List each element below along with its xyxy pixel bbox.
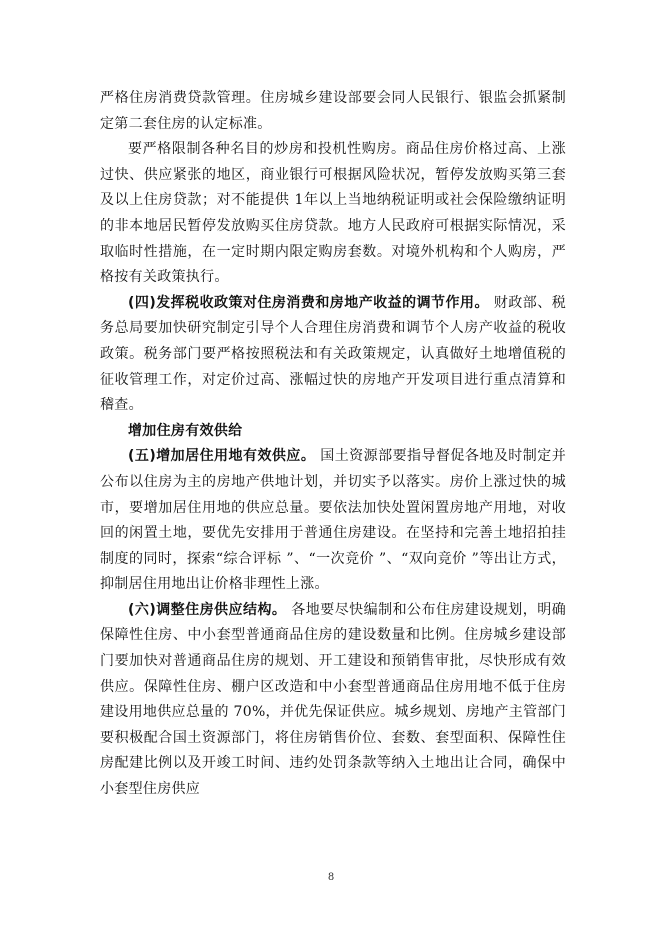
paragraph-text: 各地要尽快编制和公布住房建设规划，明确保障性住房、中小套型普通商品住房的建设数量和比例。住房城乡建设部门要加快对普通商品住房的规划、开工建设和预销售审批，尽快形成有效供应。保障性住房、棚户区改造和中小套型普通商品住房用地不低于住房建设用地供应总量的 70%，并优先保证供应。城乡规划、房地产主管部门要积极配合国土资源部门，将住房销售价位、套数、套型面积、保障性住房配建比例以及开竣工时间、违约处罚条款等纳入土地出让合同，确保中小套型住房供应 (100, 601, 566, 798)
paragraph-section-title (100, 419, 566, 445)
section-heading: (五)增加居住用地有效供应。 (128, 448, 316, 465)
paragraph-purchase-restriction (100, 137, 566, 291)
page-number: 8 (327, 872, 335, 883)
document-body (100, 86, 566, 803)
section-heading: (四)发挥税收政策对住房消费和房地产收益的调节作用。 (128, 294, 489, 311)
section-heading: (六)调整住房供应结构。 (128, 601, 287, 618)
section-title: 增加住房有效供给 (128, 422, 243, 439)
paragraph-land-supply (100, 444, 566, 598)
paragraph-supply-structure (100, 598, 566, 803)
paragraph-text: 财政部、税务总局要加快研究制定引导个人合理住房消费和调节个人房产收益的税收政策。税务部门要严格按照税法和有关政策规定，认真做好土地增值税的征收管理工作，对定价过高、涨幅过快的房地产开发项目进行重点清算和稽查。 (100, 294, 567, 414)
paragraph-continuation (100, 86, 566, 137)
paragraph-text: 要严格限制各种名目的炒房和投机性购房。商品住房价格过高、上涨过快、供应紧张的地区，商业银行可根据风险状况，暂停发放购买第三套及以上住房贷款；对不能提供 1年以上当地纳税证明或社会保险缴纳证明的非本地居民暂停发放购买住房贷款。地方人民政府可根据实际情况，采取临时性措施，在一定时期内限定购房套数。对境外机构和个人购房，严格按有关政策执行。 (100, 141, 566, 286)
paragraph-tax-policy (100, 291, 566, 419)
paragraph-text: 国土资源部要指导督促各地及时制定并公布以住房为主的房地产供地计划，并切实予以落实。房价上涨过快的城市，要增加居住用地的供应总量。要依法加快处置闲置房地产用地，对收回的闲置土地，要优先安排用于普通住房建设。在坚持和完善土地招拍挂制度的同时，探索“综合评标 ”、“一次竞价 ”、“双向竞价 ”等出让方式，抑制居住用地出让价格非理性上涨。 (100, 448, 566, 593)
paragraph-text: 严格住房消费贷款管理。住房城乡建设部要会同人民银行、银监会抓紧制定第二套住房的认定标准。 (100, 90, 566, 132)
